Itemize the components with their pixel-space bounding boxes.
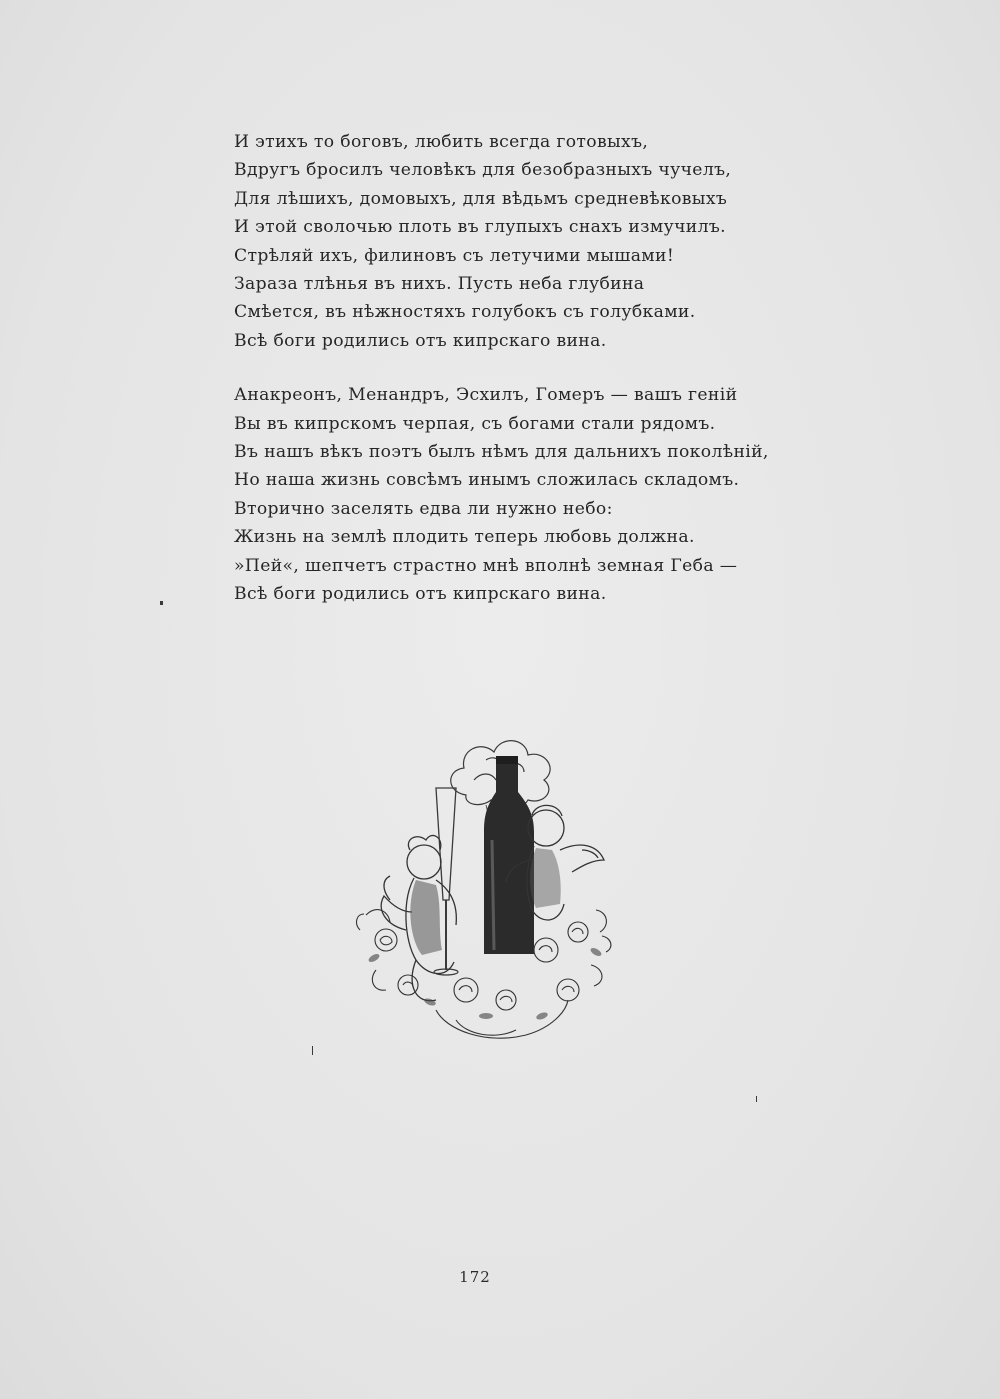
poem-line: Смѣется, въ нѣжностяхъ голубокъ съ голубками.: [234, 302, 696, 323]
print-speck: [312, 1046, 313, 1055]
poem-line: Всѣ боги родились отъ кипрскаго вина.: [234, 584, 607, 605]
poem-line: Анакреонъ, Менандръ, Эсхилъ, Гомеръ — вашъ геній: [234, 385, 738, 406]
poem-line: Но наша жизнь совсѣмъ инымъ сложилась складомъ.: [234, 470, 740, 491]
poem: [234, 128, 874, 635]
poem-line: Всѣ боги родились отъ кипрскаго вина.: [234, 330, 607, 351]
poem-line: Для лѣшихъ, домовыхъ, для вѣдьмъ средневѣковыхъ: [234, 188, 728, 209]
print-speck: [160, 601, 163, 605]
stanza-1: [234, 128, 874, 355]
cherubs-with-champagne-bottle-engraving-icon: [346, 700, 626, 1060]
poem-line: »Пей«, шепчетъ страстно мнѣ вполнѣ земная Геба —: [234, 555, 738, 576]
page-number: 172: [459, 1268, 491, 1286]
poem-line: Вторично заселять едва ли нужно небо:: [234, 498, 613, 519]
poem-line: Жизнь на землѣ плодить теперь любовь должна.: [234, 527, 695, 548]
poem-line: И этихъ то боговъ, любить всегда готовыхъ,: [234, 132, 649, 152]
poem-line: Въ нашъ вѣкъ поэтъ былъ нѣмъ для дальнихъ поколѣній,: [234, 442, 769, 463]
poem-line: Зараза тлѣнья въ нихъ. Пусть неба глубина: [234, 274, 645, 295]
print-speck: [756, 1096, 757, 1102]
stanza-2: [234, 381, 874, 608]
poem-line: Вдругъ бросилъ человѣкъ для безобразныхъ чучелъ,: [234, 160, 732, 181]
poem-line: Вы въ кипрскомъ черпая, съ богами стали рядомъ.: [234, 413, 716, 434]
poem-line: Стрѣляй ихъ, филиновъ съ летучими мышами!: [234, 245, 675, 266]
poem-line: И этой сволочью плоть въ глупыхъ снахъ измучилъ.: [234, 217, 726, 238]
